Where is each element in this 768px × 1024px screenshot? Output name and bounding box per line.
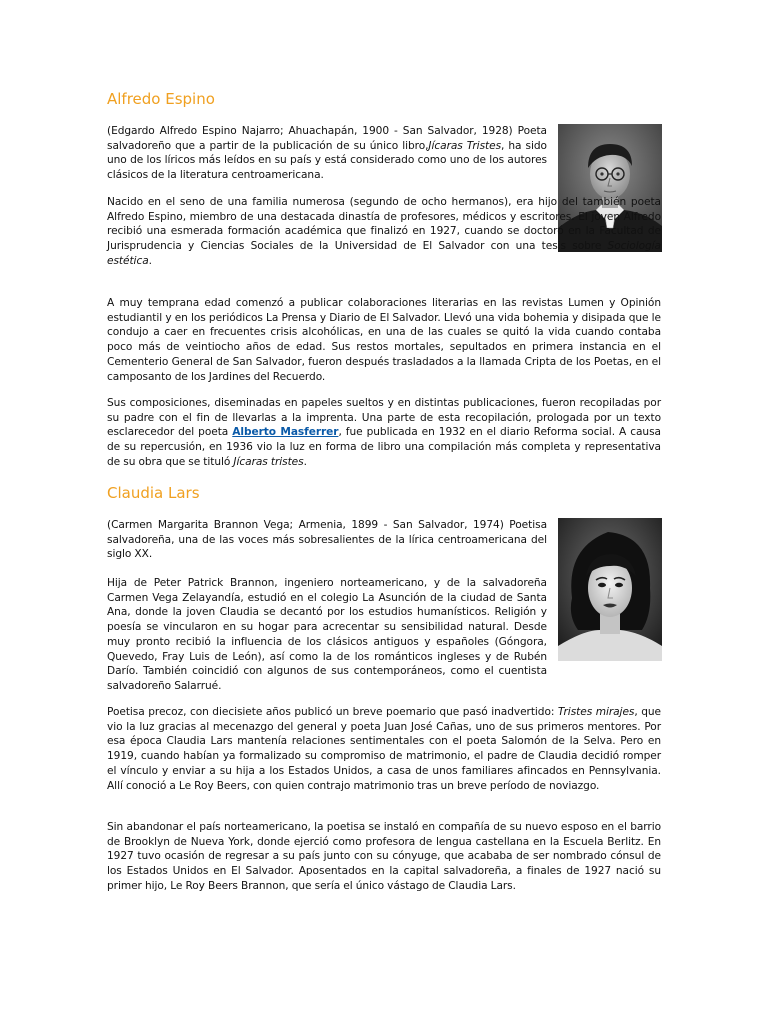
paragraph-lars-4 — [107, 820, 661, 894]
section-title-alfredo-espino: Alfredo Espino — [107, 90, 215, 108]
author-link[interactable]: Alberto Masferrer — [232, 426, 339, 439]
italic-title-text: Jícaras tristes — [233, 455, 304, 468]
paragraph-text: , ha sido uno de los líricos más leídos en su país y está considerado como uno de los autores clásicos de la literatura centroamericana. — [107, 139, 547, 182]
paragraph-espino-2 — [107, 195, 661, 269]
paragraph-lars-3 — [107, 705, 661, 793]
paragraph-text: A muy temprana edad comenzó a publicar colaboraciones literarias en las revistas Lumen y Opinión estudiantil y en los periódicos La Prensa y Diario de El Salvador. Llevó una vida bohemia y disipada que le condujo a caer en frecuentes crisis alcohólicas, en una de las cuales se quitó la vida cuando contaba poco más de veintiocho años de edad. Sus restos mortales, sepultados en primera instancia en el Cementerio General de San Salvador, fueron después trasladados a la llamada Cripta de los Poetas, en el camposanto de los Jardines del Recuerdo. — [107, 297, 661, 383]
paragraph-text: Hija de Peter Patrick Brannon, ingeniero norteamericano, y de la salvadoreña Carmen Vega Zelayandía, estudió en el colegio La Asunción de la ciudad de Santa Ana, donde la joven Claudia se decantó por los estudios humanísticos. Religión y poesía se vincularon en su hogar para acrecentar su sensibilidad natural. Desde muy pronto recibió la influencia de los clásicos antiguos y españoles (Góngora, Quevedo, Fray Luis de León), así como la de los románticos ingleses y de Rubén Darío. También coincidió con algunos de sus contemporáneos, como el cuentista salvadoreño Salarrué. — [107, 577, 547, 692]
paragraph-lars-1 — [107, 518, 547, 562]
paragraph-text: , fue publicada en 1932 en el diario Reforma social. A causa de su repercusión, en 1936 vio la luz en forma de libro una compilación más completa y representativa de su obra que se tituló — [107, 426, 661, 468]
paragraph-text: (Carmen Margarita Brannon Vega; Armenia, 1899 - San Salvador, 1974) Poetisa salvadoreña, una de las voces más sobresalientes de la lírica centroamericana del siglo XX. — [107, 519, 547, 561]
paragraph-espino-1 — [107, 124, 547, 183]
paragraph-text: Nacido en el seno de una familia numerosa (segundo de ocho hermanos), era hijo del también poeta Alfredo Espino, miembro de una destacada dinastía de profesores, médicos y escritores. El joven Alfredo recibió una esmerada formación académica que finalizó en 1927, cuando se doctoró en la Facultad de Jurisprudencia y Ciencias Sociales de la Universidad de El Salvador con una tesis sobre — [107, 196, 661, 253]
italic-title-text: Tristes mirajes — [557, 706, 635, 718]
italic-title-text: Jícaras Tristes — [428, 139, 502, 152]
paragraph-text: Poetisa precoz, con diecisiete años publicó un breve poemario que pasó inadvertido: — [107, 706, 558, 718]
section-title-claudia-lars: Claudia Lars — [107, 484, 200, 502]
paragraph-espino-4 — [107, 396, 661, 470]
paragraph-text: . — [148, 254, 152, 267]
portrait-claudia-lars — [558, 518, 662, 661]
paragraph-text: , que vio la luz gracias al mecenazgo del general y poeta Juan José Cañas, uno de sus primeros mentores. Por esa época Claudia Lars mantenía relaciones sentimentales con el poeta Salomón de la Selva. Pero en 1919, cuando habían ya formalizado su compromiso de matrimonio, el padre de Claudia decidió romper el vínculo y enviar a su hija a los Estados Unidos, a casa de unos familiares afincados en Pennsylvania. Allí conoció a Le Roy Beers, con quien contrajo matrimonio tras un breve período de noviazgo. — [107, 706, 661, 792]
paragraph-espino-3 — [107, 296, 661, 384]
paragraph-text: (Edgardo Alfredo Espino Najarro; Ahuachapán, 1900 - San Salvador, 1928) Poeta salvadoreño que a partir de la publicación de su único libro, — [107, 125, 547, 152]
paragraph-text: . — [303, 455, 307, 468]
paragraph-text: Sus composiciones, diseminadas en papeles sueltos y en distintas publicaciones, fueron recopiladas por su padre con el fin de llevarlas a la imprenta. Una parte de esta recopilación, prologada por un texto esclarecedor del poeta — [107, 397, 661, 439]
italic-title-text: Sociología estética — [107, 240, 661, 267]
paragraph-text: Sin abandonar el país norteamericano, la poetisa se instaló en compañía de su nuevo esposo en el barrio de Brooklyn de Nueva York, donde ejerció como profesora de lengua castellana en la Escuela Berlitz. En 1927 tuvo ocasión de regresar a su país junto con su cónyuge, que acababa de ser nombrado cónsul de los Estados Unidos en El Salvador. Aposentados en la capital salvadoreña, a finales de 1927 nació su primer hijo, Le Roy Beers Brannon, que sería el único vástago de Claudia Lars. — [107, 821, 661, 892]
portrait-woman-photo-icon — [558, 518, 662, 661]
paragraph-lars-2 — [107, 576, 547, 694]
